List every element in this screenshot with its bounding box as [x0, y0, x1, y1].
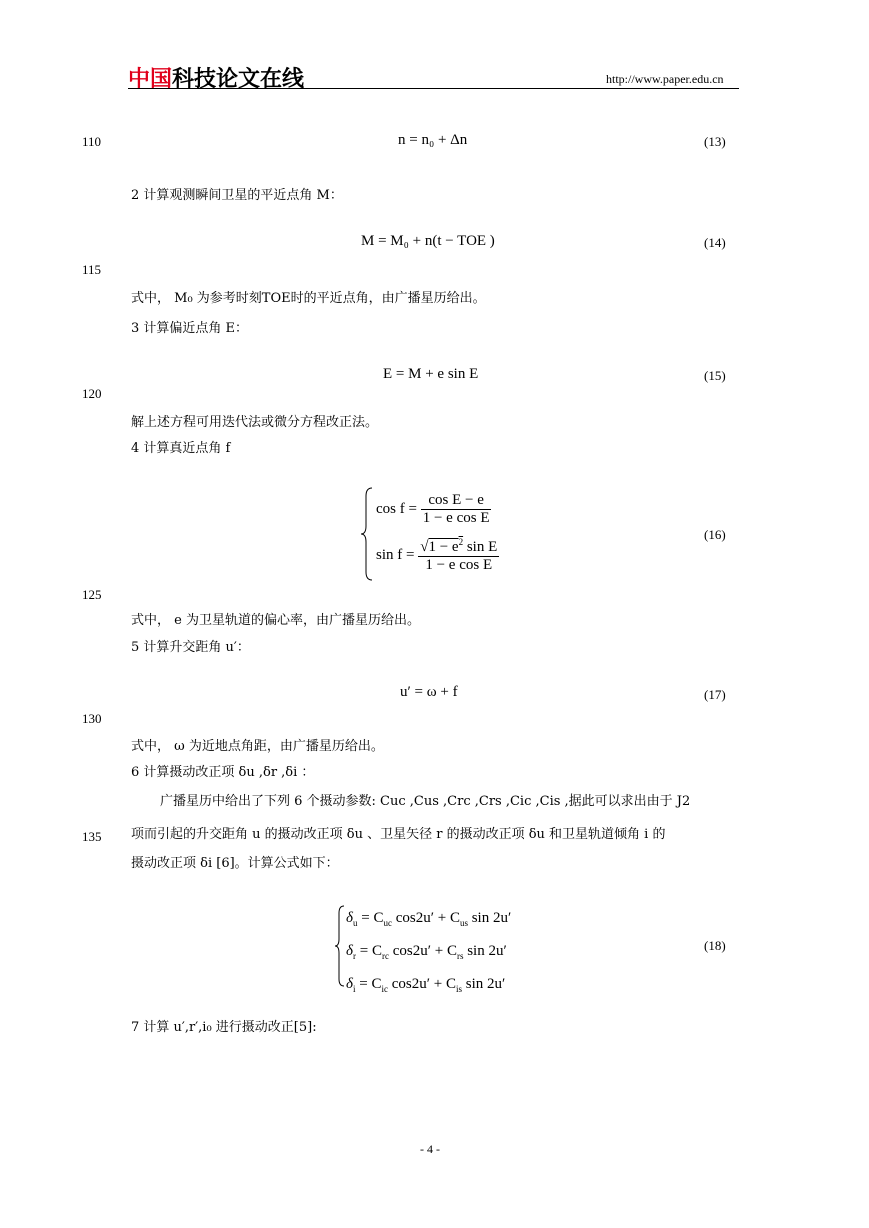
- left-brace: [360, 486, 376, 582]
- e-description: 式中， e 为卫星轨道的偏心率，由广播星历给出。: [131, 613, 420, 628]
- equation-18: $\delta_u = C_{uc}$ $\cos 2u' + C_{us}$ sin 2u′ $\delta_r = C_{rc}$ $\cos 2u' + C_{rs}$ sin 2u′ $\delta_i = C_{ic}$ $\cos 2u' + C_{is}$ sin 2u′: [334, 904, 574, 988]
- line-number: 125: [82, 587, 102, 602]
- omega-description: 式中， ω 为近地点角距，由广播星历给出。: [131, 739, 384, 754]
- equation-number: (17): [704, 687, 726, 702]
- step-5-text: 5 计算升交距角 u′：: [131, 640, 250, 655]
- paragraph-line-3: 摄动改正项 δi [6]。计算公式如下：: [131, 856, 339, 871]
- line-number: 115: [82, 262, 102, 277]
- step-3-text: 3 计算偏近点角 E：: [131, 321, 249, 336]
- line-number: 130: [82, 711, 102, 726]
- equation-14: M = M₀ + n(t − TOE ): [361, 233, 495, 249]
- left-brace: [334, 904, 346, 988]
- equation-17: u′ = ω + f: [400, 684, 458, 700]
- step-7-text: 7 计算 u′,r′,i₀ 进行摄动改正[5]:: [131, 1020, 317, 1035]
- equation-16: cos f = $\frac{\text{cos E − e}}{\text{1 − e cos E}}$ sin f = $\frac{√1 - e^2 \sin E}{\text{1 − e cos E}}$: [360, 486, 540, 582]
- paragraph-line-2: 项而引起的升交距角 u 的摄动改正项 δu 、卫星矢径 r 的摄动改正项 δu 和卫星轨道倾角 i 的: [131, 827, 666, 842]
- line-number: 120: [82, 386, 102, 401]
- page-number: - 4 -: [420, 1142, 440, 1156]
- step-4-text: 4 计算真近点角 f: [131, 441, 231, 456]
- line-number: 135: [82, 829, 102, 844]
- paragraph-line-1: 广播星历中给出了下列 6 个摄动参数: Cuc ,Cus ,Crc ,Crs ,Cic ,Cis ,据此可以求出由于 J2: [160, 794, 691, 809]
- header-rule: [128, 88, 739, 89]
- equation-number: (14): [704, 235, 726, 250]
- equation-15: E = M + e sin E: [383, 366, 479, 382]
- solve-method-text: 解上述方程可用迭代法或微分方程改正法。: [131, 415, 379, 430]
- equation-13: n = n₀ + Δn: [398, 132, 468, 148]
- equation-number: (16): [704, 527, 726, 542]
- journal-logo: 中国科技论文在线: [128, 67, 305, 92]
- line-number: 110: [82, 134, 102, 149]
- header-url: http://www.paper.edu.cn: [606, 72, 724, 86]
- step-6-text: 6 计算摄动改正项 δu ,δr ,δi ：: [131, 765, 315, 780]
- equation-number: (15): [704, 368, 726, 383]
- equation-number: (18): [704, 938, 726, 953]
- step-2-text: 2 计算观测瞬间卫星的平近点角 M：: [131, 188, 343, 203]
- m0-description: 式中， M₀ 为参考时刻TOE时的平近点角，由广播星历给出。: [131, 291, 486, 306]
- equation-number: (13): [704, 134, 726, 149]
